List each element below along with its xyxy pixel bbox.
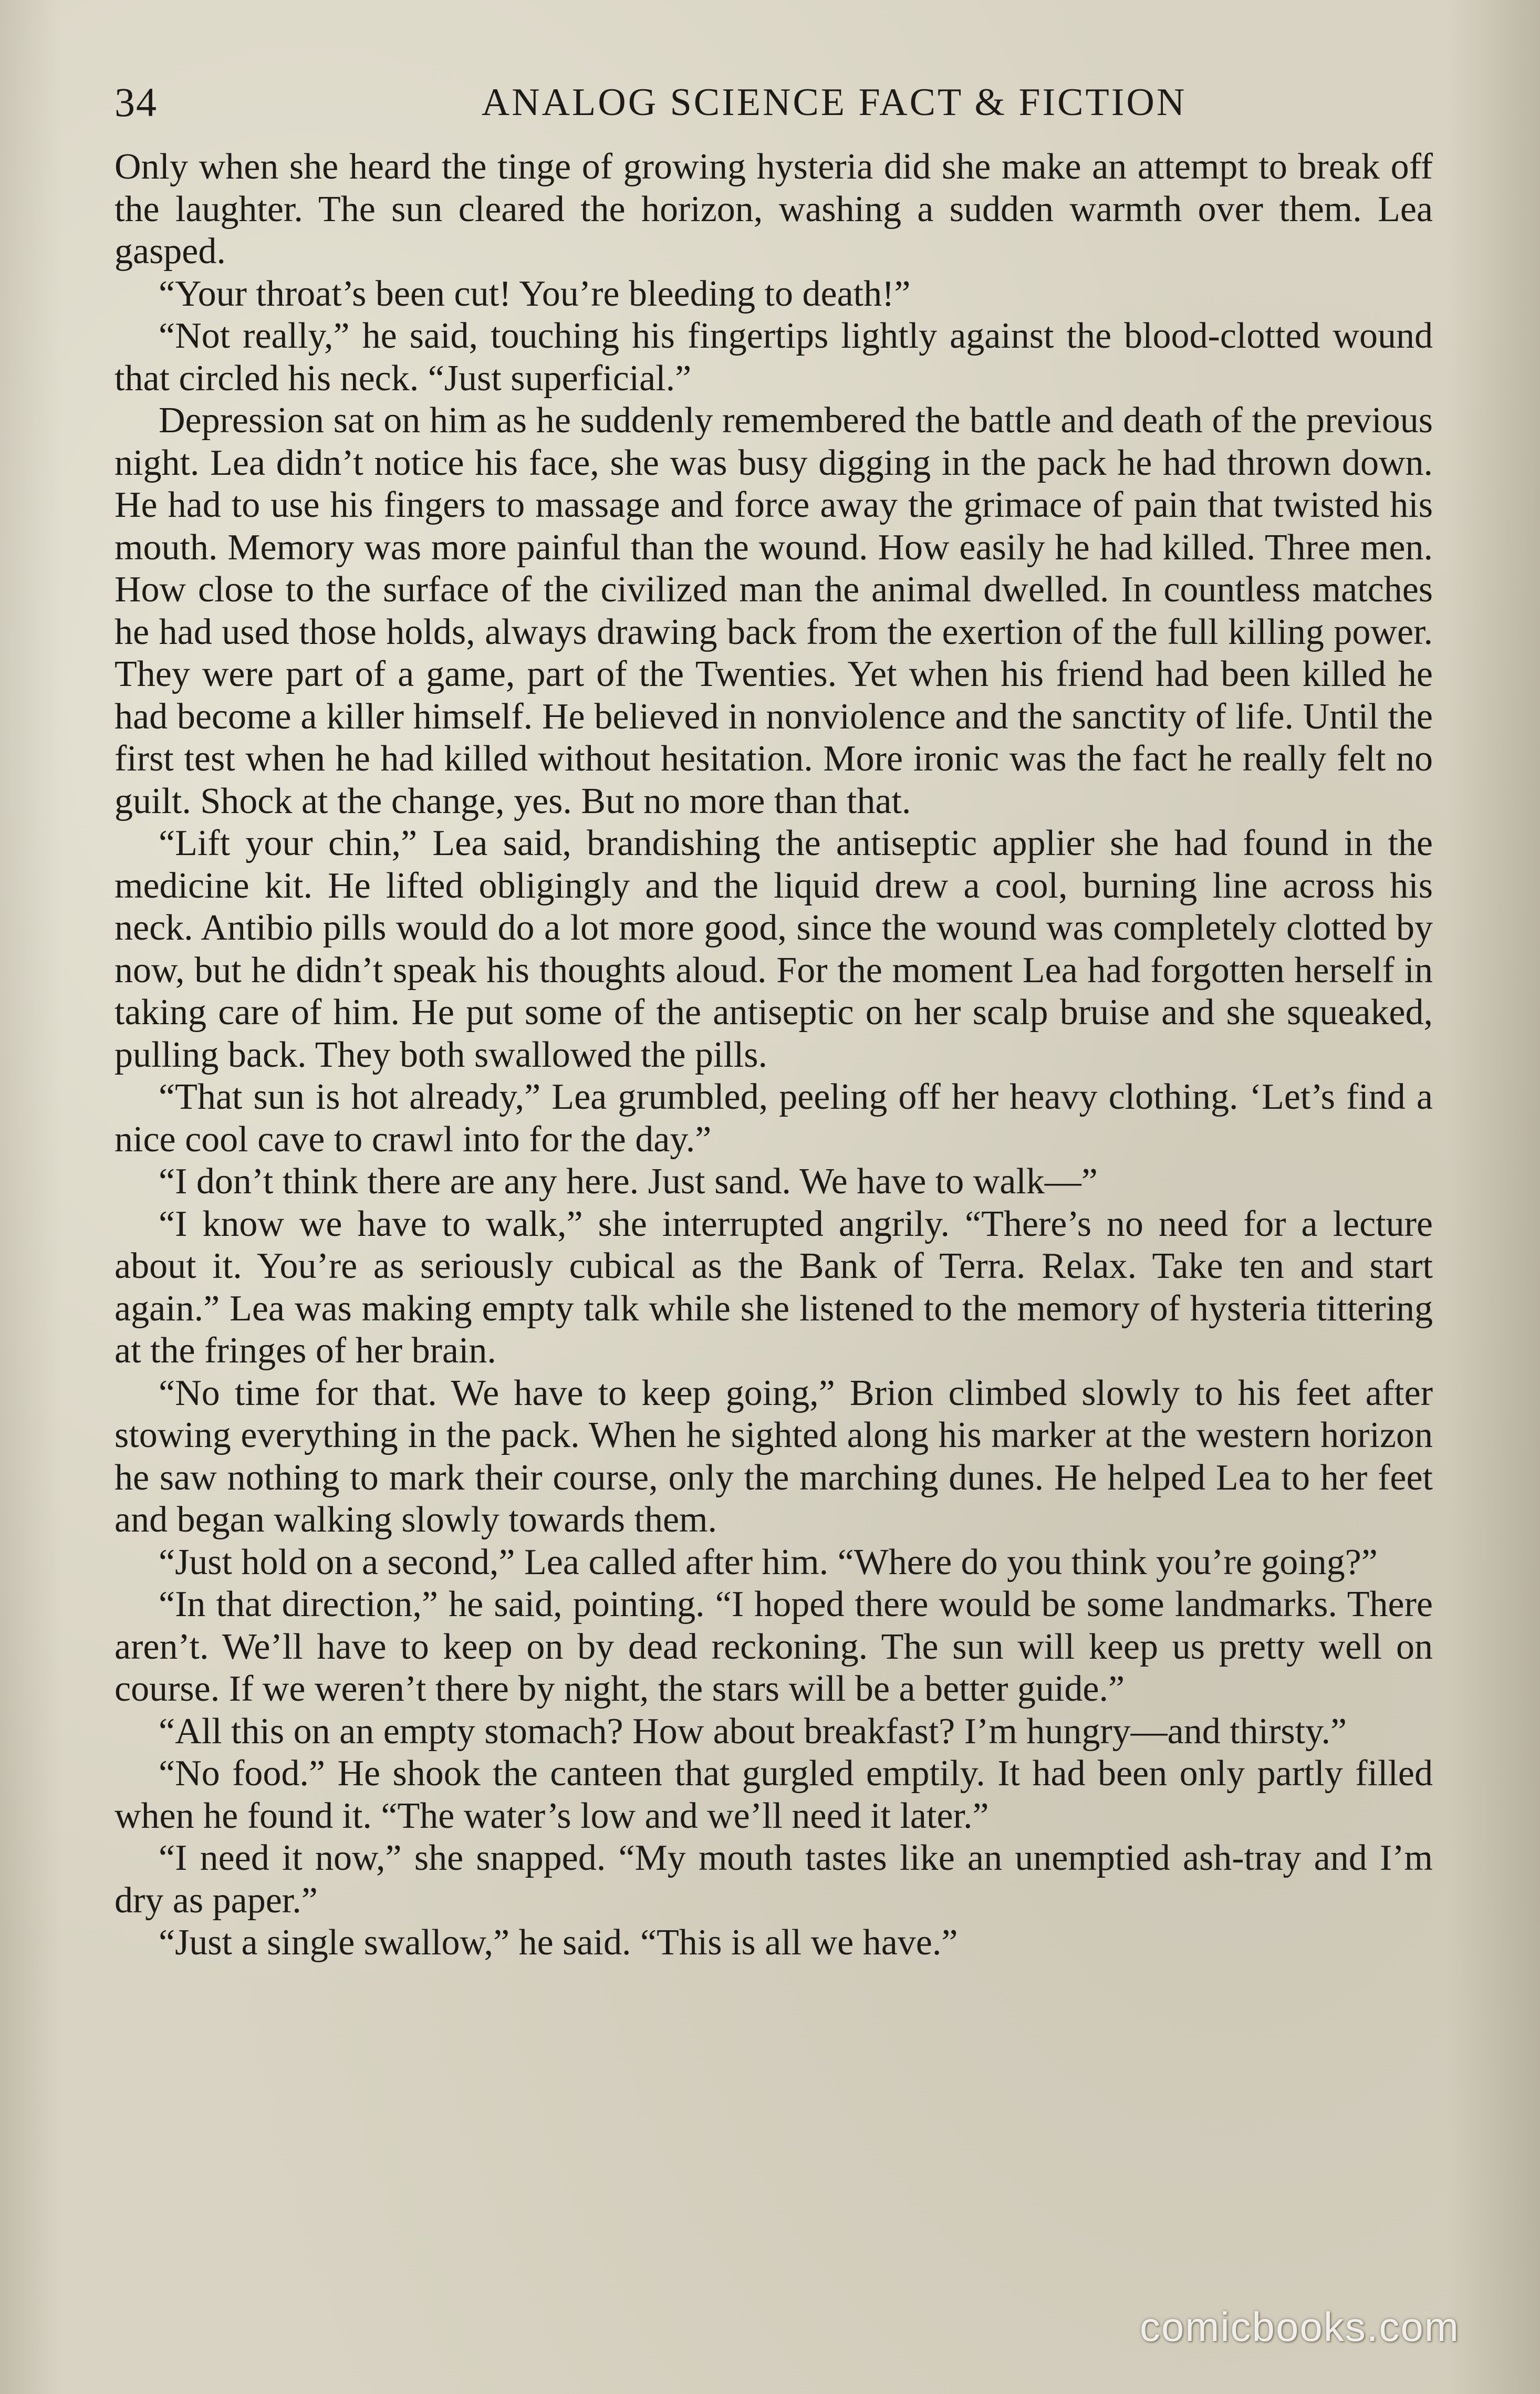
paragraph: “Just hold on a second,” Lea called after him. “Where do you think you’re going?” [159, 1542, 1378, 1583]
journal-title: ANALOG SCIENCE FACT & FICTION [481, 81, 1187, 124]
paragraph: “No food.” He shook the canteen that gurgled emptily. It had been only partly filled when he found it. “The water’s low and we’ll need it later.” [115, 1753, 1433, 1836]
running-head [115, 74, 1438, 131]
paragraph: “In that direction,” he said, pointing. “I hoped there would be some landmarks. There aren’t. We’ll have to keep on by dead reckoning. The sun will keep us pretty well on course. If we weren’t there by night, the stars will be a better guide.” [115, 1584, 1433, 1709]
paragraph: “No time for that. We have to keep going,” Brion climbed slowly to his feet after stowing everything in the pack. When he sighted along his marker at the western horizon he saw nothing to mark their course, only the marching dunes. He helped Lea to her feet and began walking slowly towards them. [115, 1372, 1433, 1540]
site-watermark: comicbooks.com [1140, 2304, 1460, 2350]
paragraph: “Lift your chin,” Lea said, brandishing the antiseptic applier she had found in the medicine kit. He lifted obligingly and the liquid drew a cool, burning line across his neck. Antibio pills would do a lot more good, since the wound was completely clotted by now, but he didn’t speak his thoughts aloud. For the moment Lea had forgotten herself in taking care of him. He put some of the antiseptic on her scalp bruise and she squeaked, pulling back. They both swallowed the pills. [115, 823, 1433, 1075]
paragraph: “Your throat’s been cut! You’re bleeding to death!” [159, 273, 911, 314]
story-text [115, 146, 1433, 1964]
paragraph: “Not really,” he said, touching his fingertips lightly against the blood-clotted wound that circled his neck. “Just superficial.” [115, 316, 1433, 399]
paragraph: “That sun is hot already,” Lea grumbled, peeling off her heavy clothing. ‘Let’s find a nice cool cave to crawl into for the day.” [115, 1077, 1433, 1160]
paragraph: “Just a single swallow,” he said. “This is all we have.” [159, 1922, 958, 1963]
paragraph: “All this on an empty stomach? How about breakfast? I’m hungry—and thirsty.” [159, 1711, 1347, 1752]
paragraph: “I don’t think there are any here. Just sand. We have to walk—” [159, 1161, 1098, 1202]
paragraph: “I need it now,” she snapped. “My mouth tastes like an unemptied ash-tray and I’m dry as paper.” [115, 1838, 1433, 1921]
paragraph: Only when she heard the tinge of growing hysteria did she make an attempt to break off the laughter. The sun cleared the horizon, washing a sudden warmth over them. Lea gasped. [115, 147, 1433, 272]
paragraph: Depression sat on him as he suddenly remembered the battle and death of the previous night. Lea didn’t notice his face, she was busy digging in the pack he had thrown down. He had to use his fingers to massage and force away the grimace of pain that twisted his mouth. Memory was more painful than the wound. How easily he had killed. Three men. How close to the surface of the civilized man the animal dwelled. In countless matches he had used those holds, always drawing back from the exertion of the full killing power. They were part of a game, part of the Twenties. Yet when his friend had been killed he had become a killer himself. He believed in nonviolence and the sanctity of life. Until the first test when he had killed without hesitation. More ironic was the fact he really felt no guilt. Shock at the change, yes. But no more than that. [115, 400, 1433, 821]
paragraph: “I know we have to walk,” she interrupted angrily. “There’s no need for a lecture about it. You’re as seriously cubical as the Bank of Terra. Relax. Take ten and start again.” Lea was making empty talk while she listened to the memory of hysteria tittering at the fringes of her brain. [115, 1203, 1433, 1371]
page-number: 34 [115, 79, 158, 125]
